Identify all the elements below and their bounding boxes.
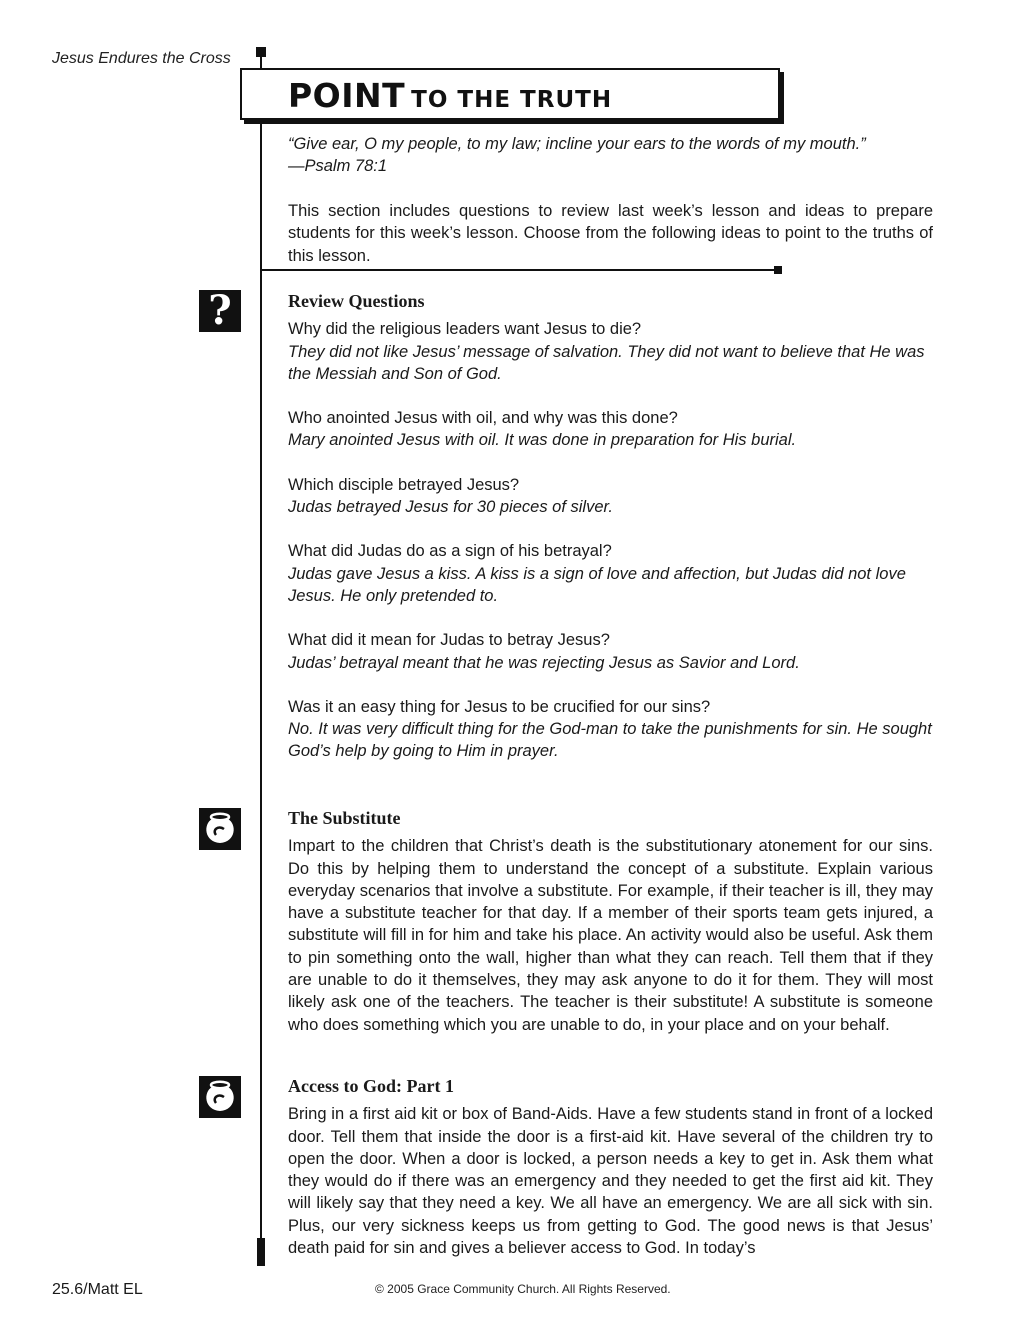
pot-icon (199, 1076, 241, 1118)
scripture-quote (288, 133, 933, 178)
section-heading: The Substitute (288, 808, 401, 828)
pot-icon-graphic (199, 808, 241, 850)
page-title (288, 76, 612, 115)
question-mark-icon: ? (199, 290, 241, 332)
access-section (288, 1075, 933, 1259)
answer: Mary anointed Jesus with oil. It was done in preparation for His burial. (288, 431, 797, 450)
section-body: Bring in a first aid kit or box of Band-Aids. Have a few students stand in front of a locked door. Tell them that inside the door is a first-aid kit. Have several of the children try to open the door. When a door is locked, a person needs a key to get in. Ask them what they would do if there was an emergency and they needed to get the first aid kit. They will likely say that they need a key. We all have an emergency. We are all sick with sin. Plus, our very sickness keeps us from getting to God. The good news is that Jesus’ death paid for sin and gives a believer access to God. In today’s (288, 1105, 933, 1258)
divider-cap (774, 266, 782, 274)
qa-item (288, 696, 933, 763)
qa-item (288, 318, 933, 385)
page-number: 25.6/Matt EL (52, 1281, 143, 1298)
title-main: POINT (288, 76, 406, 115)
pot-icon (199, 808, 241, 850)
intro-paragraph: This section includes questions to review last week’s lesson and ideas to prepare students for this week’s lesson. Choose from the following ideas to point to the truths of this lesson. (288, 202, 933, 265)
section-heading: Review Questions (288, 291, 425, 311)
question: Which disciple betrayed Jesus? (288, 475, 520, 494)
quote-text: “Give ear, O my people, to my law; incline your ears to the words of my mouth.” (288, 135, 866, 153)
title-sub: TO THE TRUTH (411, 87, 613, 113)
running-head: Jesus Endures the Cross (52, 50, 231, 67)
qa-item (288, 540, 933, 607)
substitute-section (288, 807, 933, 1036)
review-section (288, 290, 933, 785)
rule-foot (257, 1238, 265, 1266)
section-divider (260, 269, 778, 271)
answer: Judas betrayed Jesus for 30 pieces of silver. (288, 498, 613, 517)
question: Why did the religious leaders want Jesus to die? (288, 320, 642, 339)
question: What did it mean for Judas to betray Jesus? (288, 631, 610, 650)
answer: Judas’ betrayal meant that he was rejecting Jesus as Savior and Lord. (288, 653, 800, 672)
title-box (240, 68, 780, 120)
section-heading: Access to God: Part 1 (288, 1076, 454, 1096)
section-body: Impart to the children that Christ’s death is the substitutionary atonement for our sins. Do this by helping them to understand the concept of a substitute. Explain various everyday scenarios that involve a substitute. For example, if their teacher is ill, they may have a substitute teacher for that day. If a member of their sports team gets injured, a substitute will fill in for him and take his place. An activity would also be useful. Ask them to pin something onto the wall, higher than what they can reach. Tell them that if they are unable to do it themselves, they may ask anyone to do it for them. They will most likely ask one of the teachers. The teacher is their substitute! A substitute is someone who does something which you are unable to do, in your place and on your behalf. (288, 837, 933, 1034)
answer: Judas gave Jesus a kiss. A kiss is a sign of love and affection, but Judas did not love Jesus. He only pretended to. (288, 564, 906, 605)
qa-item (288, 474, 933, 519)
quote-citation: —Psalm 78:1 (288, 157, 388, 176)
copyright: © 2005 Grace Community Church. All Rights Reserved. (375, 1282, 671, 1296)
question: Was it an easy thing for Jesus to be crucified for our sins? (288, 697, 711, 716)
question: What did Judas do as a sign of his betrayal? (288, 542, 612, 561)
qa-item (288, 629, 933, 674)
vertical-rule (260, 270, 262, 1266)
answer: No. It was very difficult thing for the God-man to take the punishments for sin. He sought God’s help by going to Him in prayer. (288, 720, 932, 761)
question: Who anointed Jesus with oil, and why was this done? (288, 409, 678, 428)
answer: They did not like Jesus’ message of salvation. They did not want to believe that He was the Messiah and Son of God. (288, 342, 925, 383)
pot-icon-graphic (199, 1076, 241, 1118)
qa-item (288, 407, 933, 452)
